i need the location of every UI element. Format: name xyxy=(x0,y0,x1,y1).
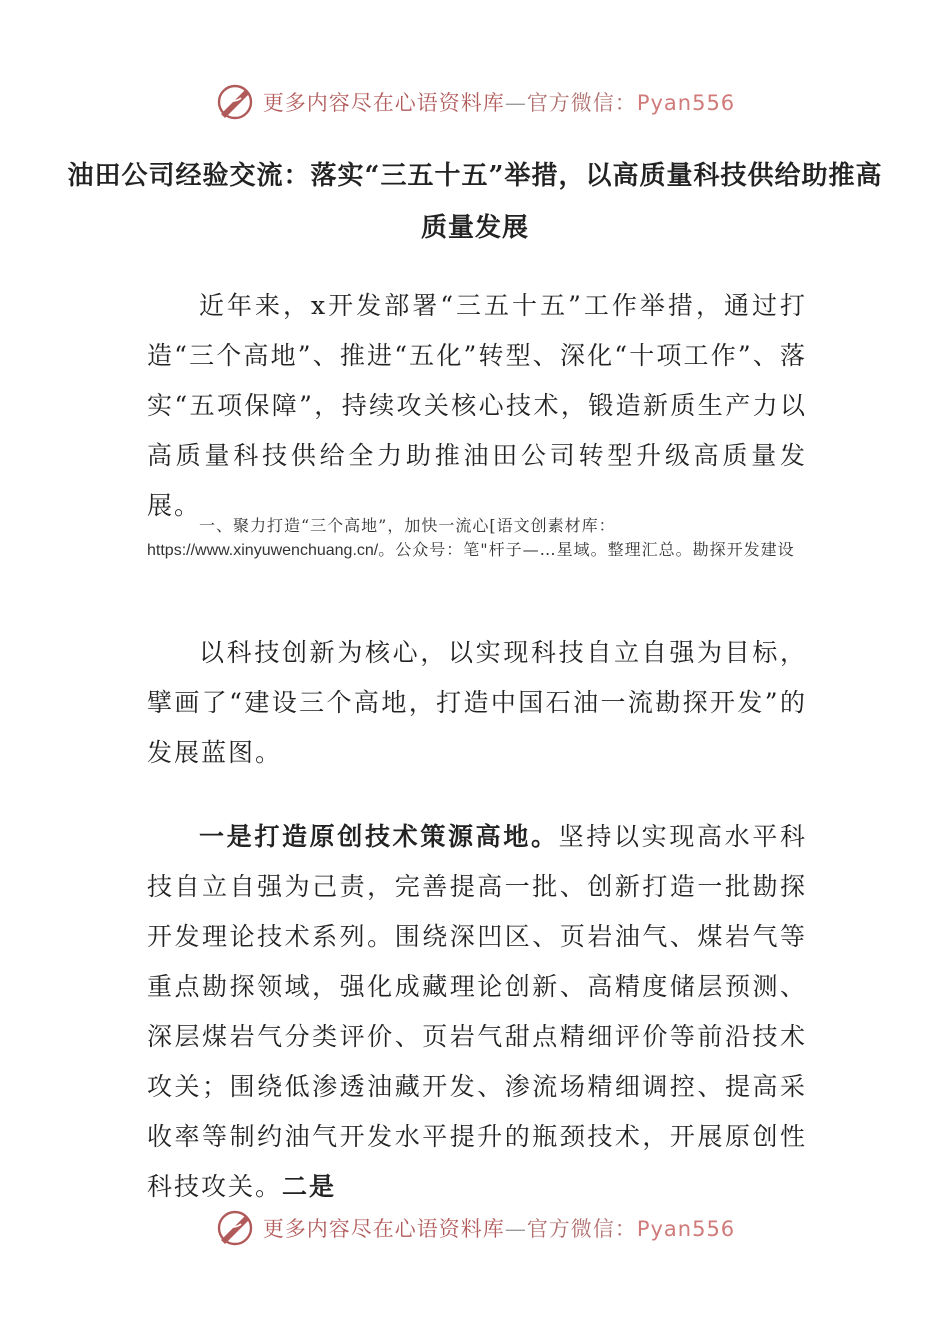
banner-separator: — xyxy=(504,1217,527,1241)
second-point-lead: 二是 xyxy=(282,1172,337,1201)
intro-paragraph: 近年来，x开发部署“三五十五”工作举措，通过打造“三个高地”、推进“五化”转型、深化“十项工作”、落实“五项保障”，持续攻关核心技术，锻造新质生产力以高质量科技供给全力助推油田公司转型升级高质量发展。 xyxy=(147,291,807,520)
section-note xyxy=(147,514,807,563)
banner-wechat-id: Pyan556 xyxy=(636,91,736,115)
first-point-paragraph xyxy=(147,812,807,1212)
banner-wechat-id: Pyan556 xyxy=(636,1217,736,1241)
header-banner xyxy=(0,80,950,124)
section-note-url[interactable]: https://www.xinyuwenchuang.cn/ xyxy=(147,542,379,559)
banner-wechat-label: 官方微信： xyxy=(526,91,637,115)
pen-logo-icon xyxy=(215,82,255,122)
section-note-prefix: 一、聚力打造“三个高地”，加快一流心[语文创素材库： xyxy=(199,516,616,535)
footer-banner xyxy=(0,1206,950,1250)
document-title: 油田公司经验交流：落实“三五十五”举措，以高质量科技供给助推高质量发展 xyxy=(67,161,883,243)
banner-text: 更多内容尽在心语资料库 xyxy=(262,91,505,115)
first-point-body: 坚持以实现高水平科技自立自强为己责，完善提高一批、创新打造一批勘探开发理论技术系列。围绕深凹区、页岩油气、煤岩气等重点勘探领域，强化成藏理论创新、高精度储层预测、深层煤岩气分类评价、页岩气甜点精细评价等前沿技术攻关；围绕低渗透油藏开发、渗流场精细调控、提高采收率等制约油气开发水平提升的瓶颈技术，开展原创性科技攻关。 xyxy=(147,822,807,1201)
banner-separator: — xyxy=(504,91,527,115)
section-note-suffix: 。公众号：笔"杆子—…星域。整理汇总。勘探开发建设 xyxy=(378,540,795,559)
banner-wechat-label: 官方微信： xyxy=(526,1217,637,1241)
banner-text: 更多内容尽在心语资料库 xyxy=(262,1217,505,1241)
blueprint-paragraph: 以科技创新为核心，以实现科技自立自强为目标，擘画了“建设三个高地，打造中国石油一流勘探开发”的发展蓝图。 xyxy=(147,638,807,767)
pen-logo-icon xyxy=(215,1208,255,1248)
first-point-lead: 一是打造原创技术策源高地。 xyxy=(199,822,559,851)
